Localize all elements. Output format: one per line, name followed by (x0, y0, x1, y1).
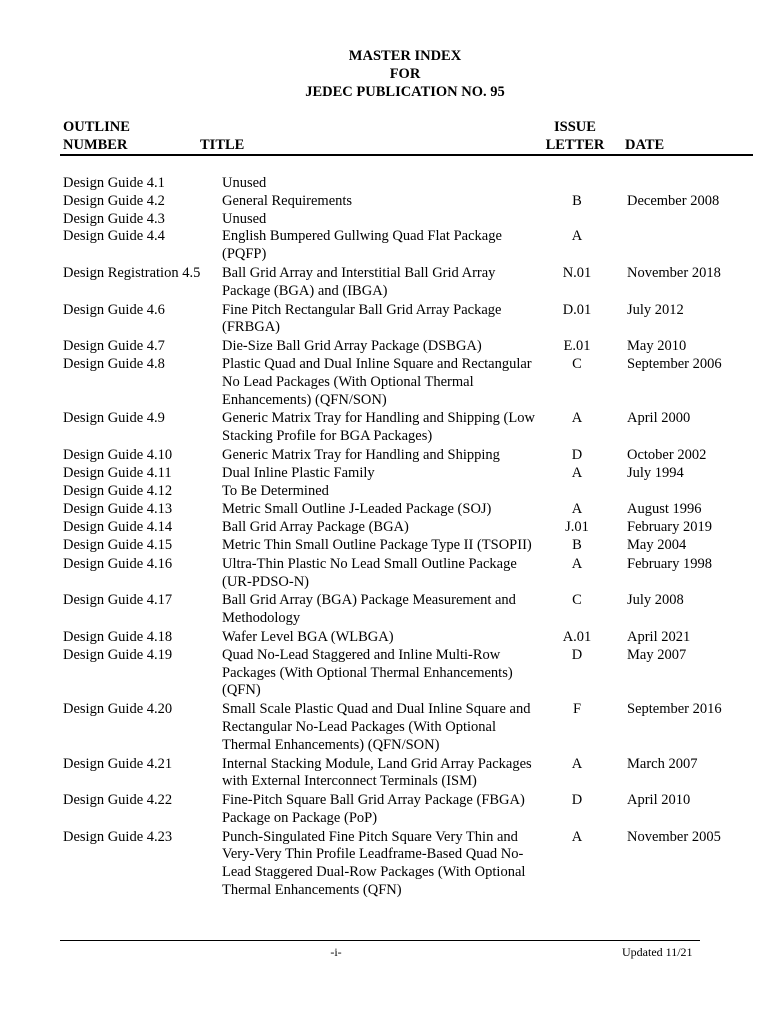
outline-number: Design Guide 4.4 (63, 228, 165, 245)
table-row (63, 193, 753, 211)
issue-date: May 2004 (627, 536, 687, 553)
row-title: Fine-Pitch Square Ball Grid Array Package (FBGA) Package on Package (PoP) (222, 792, 525, 826)
issue-letter: A (571, 828, 583, 845)
issue-date: July 1994 (627, 464, 684, 481)
table-row (63, 556, 753, 592)
updated-date: Updated 11/21 (622, 945, 693, 959)
column-header-issue-line1: ISSUE (554, 119, 596, 135)
column-header-issue-line2: LETTER (545, 137, 605, 153)
outline-number: Design Guide 4.19 (63, 646, 173, 663)
row-title: Quad No-Lead Staggered and Inline Multi-Row Packages (With Optional Thermal Enhancements) (QFN) (222, 646, 513, 699)
table-row (63, 483, 753, 501)
row-title: General Requirements (222, 192, 353, 209)
column-header-title: TITLE (200, 137, 245, 153)
issue-letter: B (572, 536, 582, 553)
outline-number: Design Guide 4.20 (63, 701, 173, 718)
table-row (63, 829, 753, 900)
column-header-outline-number (63, 118, 130, 154)
table-row (63, 338, 753, 356)
row-title: Plastic Quad and Dual Inline Square and Rectangular No Lead Packages (With Optional Thermal Enhancements) (QFN/SON) (222, 355, 532, 408)
row-title: Generic Matrix Tray for Handling and Shipping (222, 446, 500, 463)
issue-letter: J.01 (565, 519, 589, 536)
issue-letter: B (572, 192, 582, 209)
outline-number: Design Guide 4.11 (63, 464, 172, 481)
row-title: Ball Grid Array and Interstitial Ball Grid Array Package (BGA) and (IBGA) (222, 264, 496, 299)
table-row (63, 228, 753, 264)
issue-date: February 1998 (627, 555, 712, 572)
row-title: Metric Small Outline J-Leaded Package (SOJ) (222, 501, 492, 518)
table-row (63, 175, 753, 193)
outline-number: Design Guide 4.22 (63, 792, 173, 809)
index-table (63, 175, 753, 900)
table-row (63, 447, 753, 465)
title-line-2: FOR (389, 66, 421, 82)
issue-date: May 2007 (627, 646, 687, 663)
issue-date: November 2005 (627, 828, 721, 845)
table-row (63, 410, 753, 446)
column-header-date: DATE (625, 137, 665, 153)
row-title: Unused (222, 175, 267, 191)
row-title: English Bumpered Gullwing Quad Flat Package (PQFP) (222, 228, 502, 263)
issue-letter: A (571, 410, 583, 427)
issue-letter: C (572, 355, 582, 372)
outline-number: Design Guide 4.2 (63, 192, 165, 209)
row-title: Dual Inline Plastic Family (222, 464, 375, 481)
table-row (63, 701, 753, 754)
issue-date: April 2010 (627, 792, 691, 809)
table-row (63, 592, 753, 628)
issue-letter: N.01 (562, 264, 592, 281)
title-line-1: MASTER INDEX (348, 48, 462, 64)
issue-date: March 2007 (627, 755, 698, 772)
row-title: Metric Thin Small Outline Package Type II (TSOPII) (222, 536, 532, 553)
outline-number: Design Guide 4.13 (63, 501, 173, 518)
row-title: Die-Size Ball Grid Array Package (DSBGA) (222, 338, 482, 355)
issue-date: October 2002 (627, 446, 707, 463)
outline-number: Design Guide 4.1 (63, 175, 165, 191)
issue-letter: A (571, 555, 583, 572)
outline-number: Design Guide 4.18 (63, 628, 173, 645)
row-title: Internal Stacking Module, Land Grid Array Packages with External Interconnect Terminals (ISM) (222, 755, 532, 790)
issue-date: July 2012 (627, 301, 684, 318)
row-title: Small Scale Plastic Quad and Dual Inline Square and Rectangular No-Lead Packages (With Optional Thermal Enhancements) (QFN/SON) (222, 701, 531, 753)
column-header-outline-line1: OUTLINE (63, 119, 130, 135)
issue-letter: A (571, 501, 583, 518)
table-row (63, 647, 753, 700)
outline-number: Design Guide 4.9 (63, 410, 165, 427)
table-row (63, 265, 753, 301)
outline-number: Design Guide 4.7 (63, 338, 165, 355)
table-row (63, 756, 753, 792)
issue-letter: D.01 (562, 301, 592, 318)
column-header-outline-line2: NUMBER (63, 137, 128, 153)
issue-date: July 2008 (627, 592, 684, 609)
row-title: To Be Determined (222, 482, 329, 499)
outline-number: Design Guide 4.15 (63, 536, 173, 553)
outline-number: Design Guide 4.21 (63, 755, 173, 772)
issue-letter: A (571, 755, 583, 772)
row-title: Ball Grid Array Package (BGA) (222, 519, 409, 536)
outline-number: Design Guide 4.12 (63, 482, 173, 499)
row-title: Generic Matrix Tray for Handling and Shipping (Low Stacking Profile for BGA Packages) (222, 410, 535, 445)
issue-letter: C (572, 592, 582, 609)
issue-date: April 2021 (627, 628, 691, 645)
outline-number: Design Guide 4.23 (63, 828, 173, 845)
table-row (63, 629, 753, 647)
outline-number: Design Guide 4.10 (63, 446, 173, 463)
row-title: Unused (222, 210, 267, 227)
outline-number: Design Guide 4.14 (63, 519, 173, 536)
issue-date: December 2008 (627, 192, 720, 209)
row-title: Ball Grid Array (BGA) Package Measurement and Methodology (222, 592, 516, 627)
row-title: Wafer Level BGA (WLBGA) (222, 628, 394, 645)
table-row (63, 302, 753, 338)
header-divider (60, 154, 753, 156)
outline-number: Design Guide 4.3 (63, 210, 165, 227)
issue-date: September 2016 (627, 701, 722, 718)
column-header-issue-letter (530, 118, 620, 154)
issue-date: April 2000 (627, 410, 691, 427)
table-row (63, 537, 753, 555)
issue-letter: F (572, 701, 582, 718)
issue-letter: D (571, 792, 583, 809)
outline-number: Design Guide 4.8 (63, 355, 165, 372)
issue-letter: D (571, 446, 583, 463)
outline-number: Design Guide 4.17 (63, 592, 173, 609)
outline-number: Design Guide 4.6 (63, 301, 165, 318)
footer-divider (60, 940, 700, 941)
issue-date: September 2006 (627, 355, 722, 372)
page-number: -i- (330, 945, 342, 959)
row-title: Punch-Singulated Fine Pitch Square Very Thin and Very-Very Thin Profile Leadframe-Based Quad No-Lead Staggered Dual-Row Packages (With Optional Thermal Enhancements (QFN) (222, 828, 526, 899)
outline-number: Design Guide 4.16 (63, 555, 173, 572)
outline-number: Design Registration 4.5 (63, 264, 201, 281)
table-row (63, 519, 753, 537)
title-line-3: JEDEC PUBLICATION NO. 95 (305, 84, 505, 100)
document-title (0, 47, 770, 101)
issue-letter: A (571, 464, 583, 481)
table-row (63, 792, 753, 828)
issue-letter: A (571, 228, 583, 245)
table-row (63, 356, 753, 409)
table-row (63, 501, 753, 519)
issue-letter: D (571, 646, 583, 663)
table-row (63, 211, 753, 229)
issue-letter: A.01 (562, 628, 592, 645)
issue-date: February 2019 (627, 519, 712, 536)
row-title: Ultra-Thin Plastic No Lead Small Outline Package (UR-PDSO-N) (222, 555, 517, 590)
table-row (63, 465, 753, 483)
issue-letter: E.01 (563, 338, 591, 355)
issue-date: November 2018 (627, 264, 721, 281)
issue-date: August 1996 (627, 501, 702, 518)
issue-date: May 2010 (627, 338, 687, 355)
row-title: Fine Pitch Rectangular Ball Grid Array Package (FRBGA) (222, 301, 502, 336)
